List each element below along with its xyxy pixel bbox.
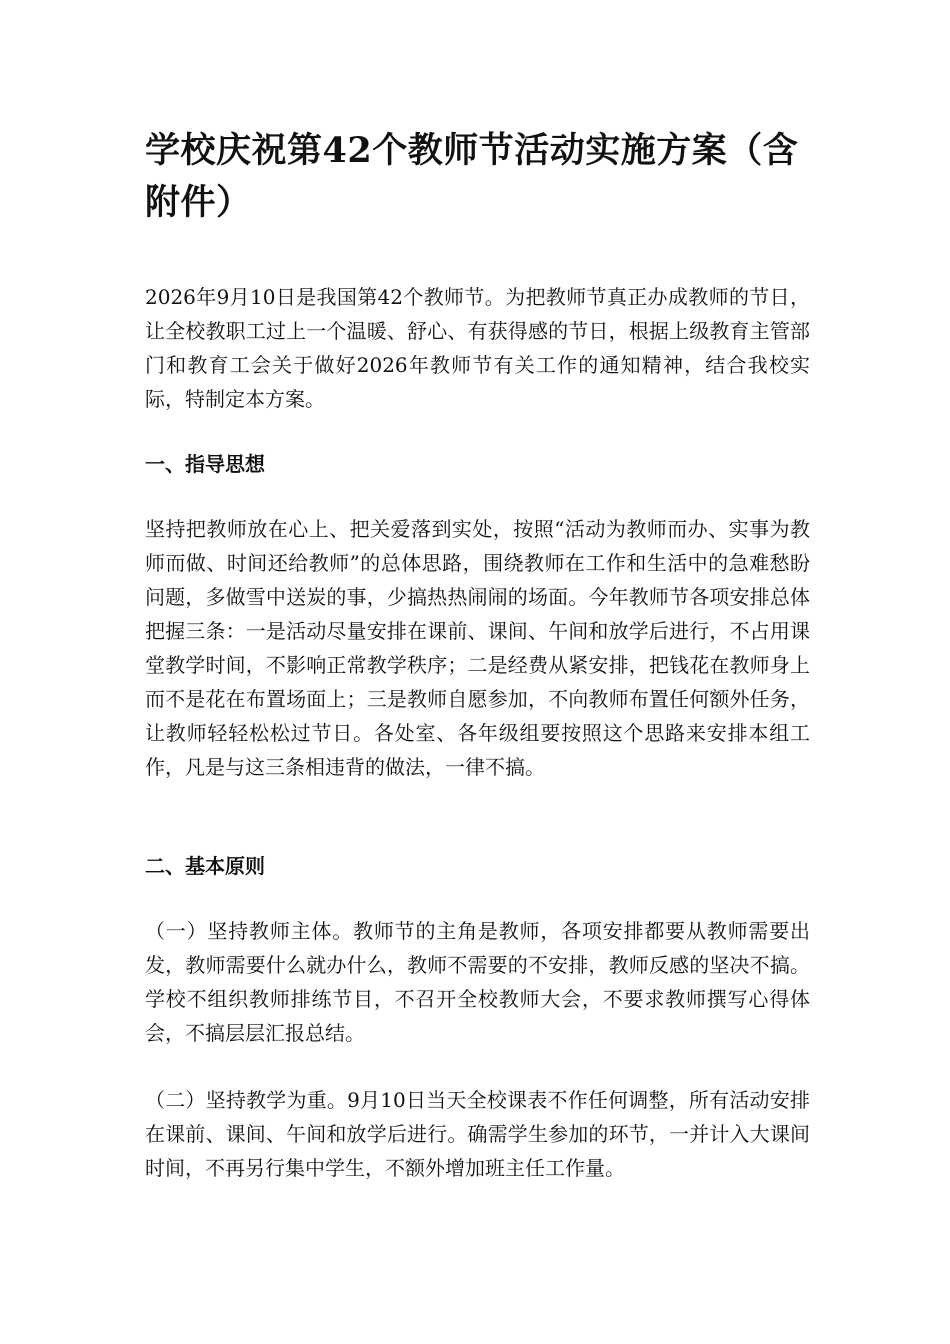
section-heading-guiding-ideology: 一、指导思想 [145, 452, 265, 476]
principle-paragraph-teacher-centered: （一）坚持教师主体。教师节的主角是教师，各项安排都要从教师需要出发，教师需要什么就办什么，教师不需要的不安排，教师反感的坚决不搞。学校不组织教师排练节目，不召开全校教师大会，不要求教师撰写心得体会，不搞层层汇报总结。 [145, 919, 810, 1045]
principle-paragraph-teaching-priority: （二）坚持教学为重。9月10日当天全校课表不作任何调整，所有活动安排在课前、课间、午间和放学后进行。确需学生参加的环节，一并计入大课间时间，不再另行集中学生，不额外增加班主任工作量。 [145, 1088, 810, 1180]
document-title: 学校庆祝第42个教师节活动实施方案（含附件） [145, 130, 799, 223]
intro-paragraph: 2026年9月10日是我国第42个教师节。为把教师节真正办成教师的节日，让全校教职工过上一个温暖、舒心、有获得感的节日，根据上级教育主管部门和教育工会关于做好2026年教师节有关工作的通知精神，结合我校实际，特制定本方案。 [145, 285, 810, 411]
section-heading-basic-principles: 二、基本原则 [145, 854, 265, 878]
section-paragraph-guiding-ideology: 坚持把教师放在心上、把关爱落到实处，按照“活动为教师而办、实事为教师而做、时间还给教师”的总体思路，围绕教师在工作和生活中的急难愁盼问题，多做雪中送炭的事，少搞热热闹闹的场面。今年教师节各项安排总体把握三条：一是活动尽量安排在课前、课间、午间和放学后进行，不占用课堂教学时间，不影响正常教学秩序；二是经费从紧安排，把钱花在教师身上而不是花在布置场面上；三是教师自愿参加，不向教师布置任何额外任务，让教师轻轻松松过节日。各处室、各年级组要按照这个思路来安排本组工作，凡是与这三条相违背的做法，一律不搞。 [145, 517, 810, 779]
